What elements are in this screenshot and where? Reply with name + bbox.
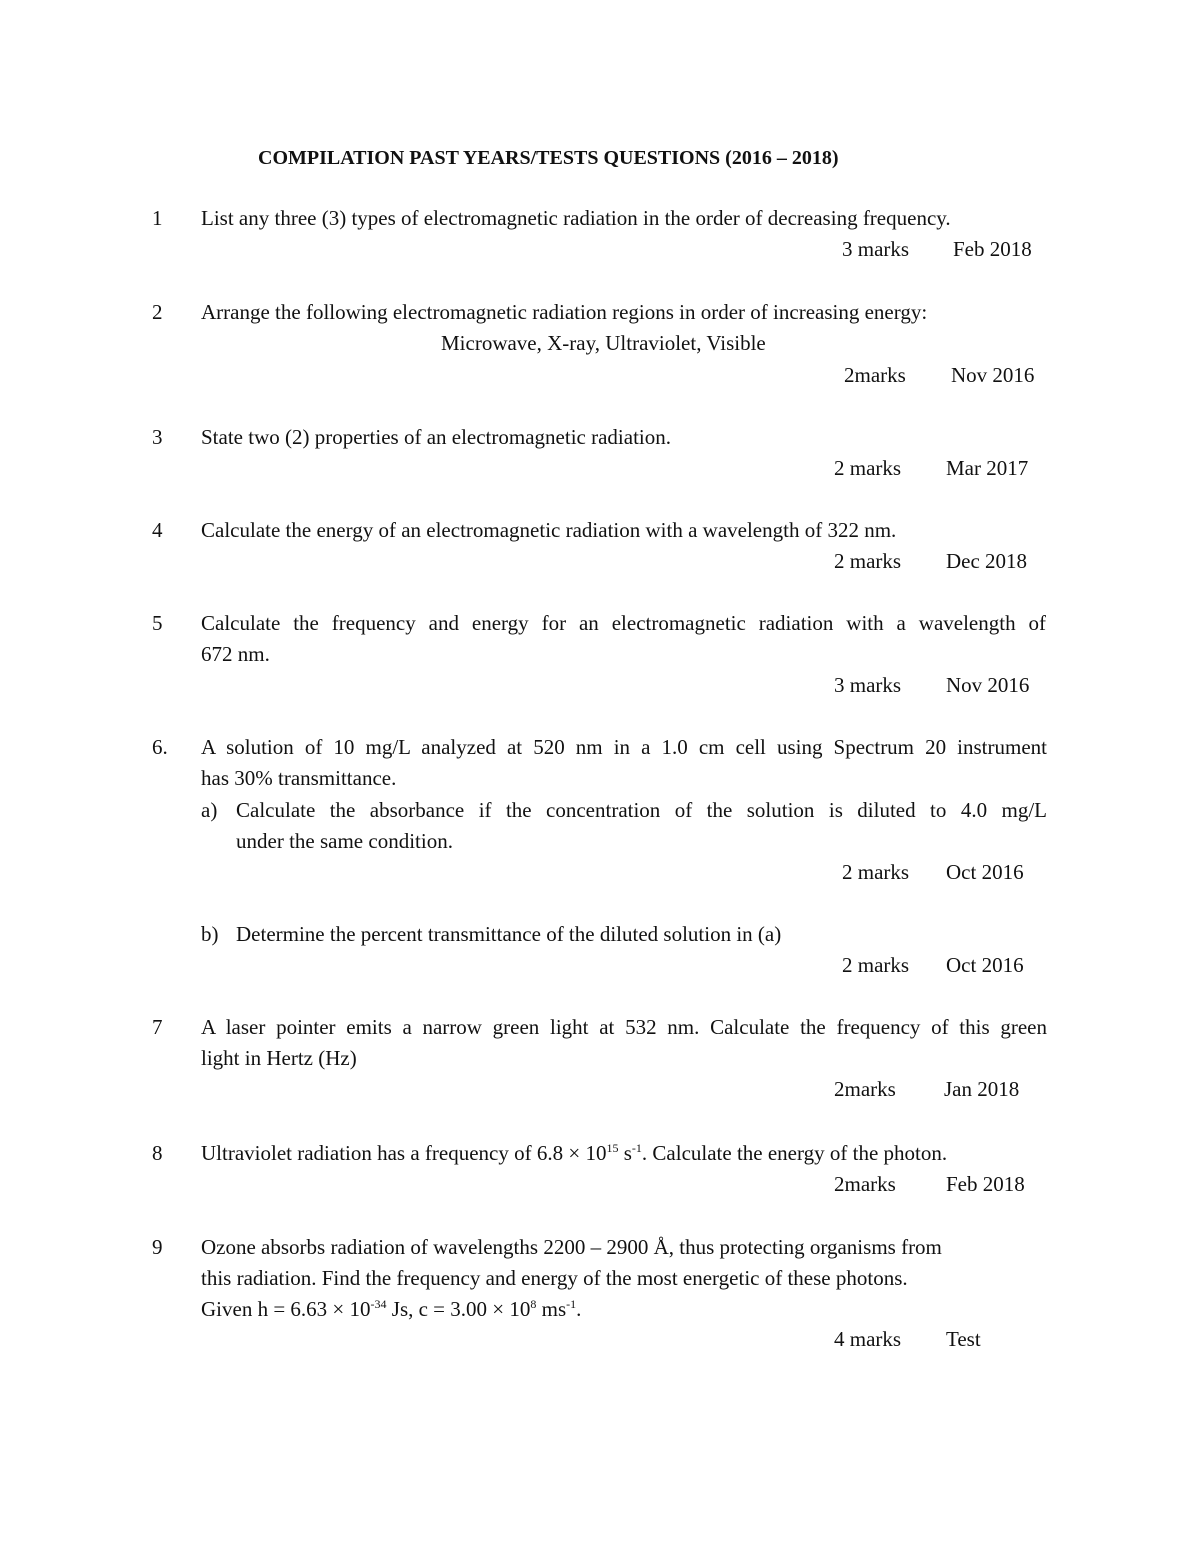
- question-text-continued: has 30% transmittance.: [201, 766, 397, 790]
- marks: 2 marks: [842, 860, 910, 884]
- sub-question-label: a): [201, 798, 218, 822]
- session: Mar 2017: [946, 456, 1029, 480]
- region-list: Microwave, X-ray, Ultraviolet, Visible: [441, 331, 766, 355]
- question-text: State two (2) properties of an electromagnetic radiation.: [201, 425, 671, 449]
- session: Nov 2016: [951, 363, 1035, 387]
- marks: 2marks: [844, 363, 906, 387]
- question-text-continued: this radiation. Find the frequency and energy of the most energetic of these photons.: [201, 1266, 908, 1290]
- question-number: 7: [152, 1015, 163, 1039]
- question-number: 9: [152, 1235, 163, 1259]
- marks: 2 marks: [834, 456, 902, 480]
- question-text: Arrange the following electromagnetic radiation regions in order of increasing energy:: [201, 300, 928, 324]
- marks: 3 marks: [834, 673, 902, 697]
- exponent: -1: [631, 1141, 642, 1155]
- marks: 3 marks: [842, 237, 910, 261]
- text-segment: Js, c = 3.00 × 10: [386, 1297, 531, 1321]
- marks: 2 marks: [842, 953, 910, 977]
- sub-question-label: b): [201, 922, 219, 946]
- session: Dec 2018: [946, 549, 1028, 573]
- page-title: COMPILATION PAST YEARS/TESTS QUESTIONS (2016 – 2018): [258, 147, 839, 169]
- question-number: 3: [152, 425, 163, 449]
- question-text: Ozone absorbs radiation of wavelengths 2200 – 2900 Å, thus protecting organisms from: [201, 1235, 942, 1259]
- question-number: 4: [152, 518, 163, 542]
- text-segment: .: [576, 1297, 582, 1321]
- exponent: -1: [566, 1297, 577, 1311]
- question-text: Calculate the energy of an electromagnetic radiation with a wavelength of 322 nm.: [201, 518, 897, 542]
- marks: 2marks: [834, 1172, 896, 1196]
- sub-question-text: Calculate the absorbance if the concentration of the solution is diluted to 4.0 mg/L: [236, 798, 1047, 822]
- session: Oct 2016: [946, 953, 1024, 977]
- sub-question-text: Determine the percent transmittance of the diluted solution in (a): [236, 922, 782, 946]
- question-text-continued: light in Hertz (Hz): [201, 1046, 357, 1070]
- text-segment: Given h = 6.63 × 10: [201, 1297, 371, 1321]
- question-text: [201, 1141, 947, 1165]
- sub-question-text-continued: under the same condition.: [236, 829, 453, 853]
- marks: 2marks: [834, 1077, 896, 1101]
- session: Feb 2018: [946, 1172, 1025, 1196]
- exponent: 15: [606, 1141, 619, 1155]
- question-text: A laser pointer emits a narrow green light at 532 nm. Calculate the frequency of this green: [201, 1015, 1047, 1039]
- session: Feb 2018: [953, 237, 1032, 261]
- text-segment: ms: [536, 1297, 567, 1321]
- session: Nov 2016: [946, 673, 1030, 697]
- given-constants: [201, 1297, 581, 1321]
- exponent: 8: [530, 1297, 537, 1311]
- text-segment: Ultraviolet radiation has a frequency of 6.8 × 10: [201, 1141, 607, 1165]
- marks: 4 marks: [834, 1327, 902, 1351]
- question-number: 6.: [152, 735, 168, 759]
- question-text: Calculate the frequency and energy for an electromagnetic radiation with a wavelength of: [201, 611, 1046, 635]
- marks: 2 marks: [834, 549, 902, 573]
- exponent: -34: [370, 1297, 387, 1311]
- text-segment: s: [618, 1141, 632, 1165]
- session: Test: [946, 1327, 981, 1351]
- question-number: 1: [152, 206, 163, 230]
- question-number: 5: [152, 611, 163, 635]
- question-text: A solution of 10 mg/L analyzed at 520 nm in a 1.0 cm cell using Spectrum 20 instrument: [201, 735, 1047, 759]
- question-text: List any three (3) types of electromagnetic radiation in the order of decreasing frequency.: [201, 206, 951, 230]
- session: Oct 2016: [946, 860, 1024, 884]
- text-segment: . Calculate the energy of the photon.: [641, 1141, 948, 1165]
- question-number: 2: [152, 300, 163, 324]
- question-text-continued: 672 nm.: [201, 642, 270, 666]
- session: Jan 2018: [944, 1077, 1020, 1101]
- question-number: 8: [152, 1141, 163, 1165]
